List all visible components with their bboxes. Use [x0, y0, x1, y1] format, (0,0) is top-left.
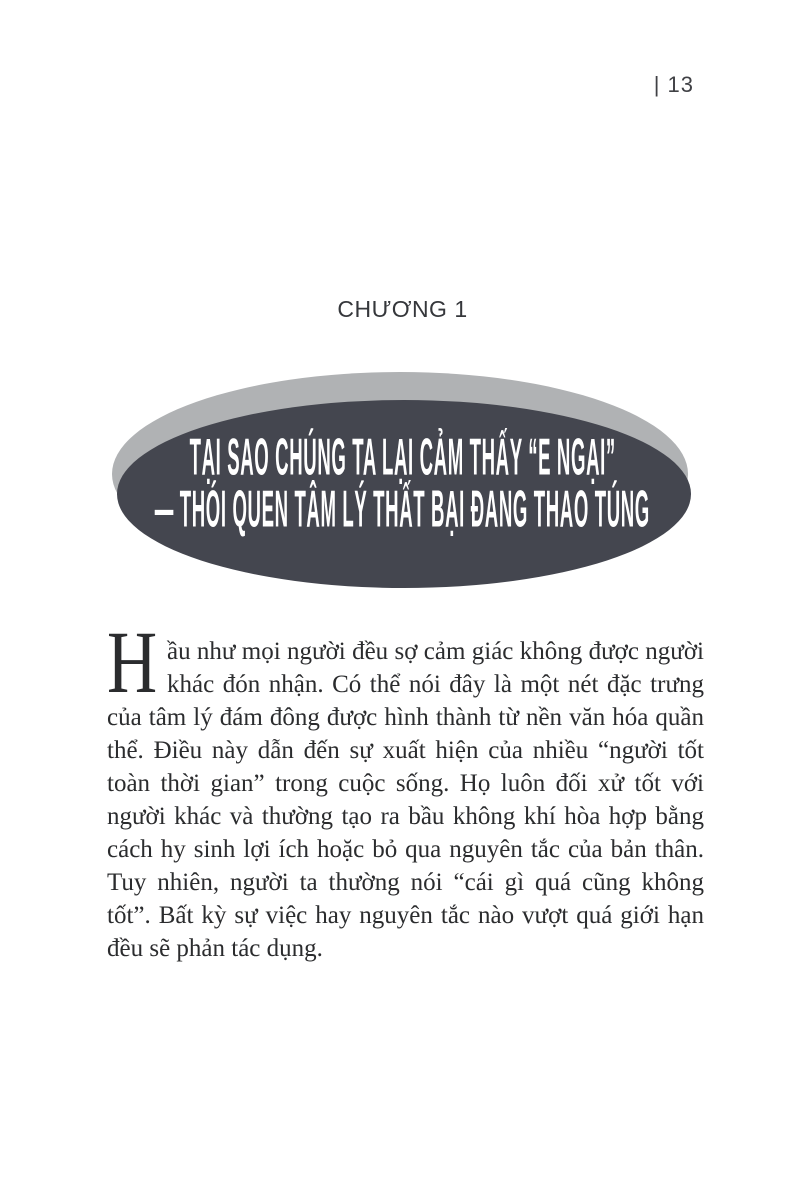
drop-cap-letter: H: [107, 614, 158, 712]
drop-cap: [107, 614, 167, 712]
body-paragraph: [107, 614, 704, 965]
chapter-title-line-1-text: TẠI SAO CHÚNG TA LẠI CẢM THẤY “E NGẠI”: [189, 429, 616, 487]
chapter-heading: CHƯƠNG 1: [337, 296, 468, 322]
chapter-title-line-2: [0, 481, 805, 539]
page-number: | 13: [653, 72, 694, 97]
chapter-title-line-1: [0, 429, 805, 487]
body-paragraph-text: ầu như mọi người đều sợ cảm giác không được người khác đón nhận. Có thể nói đây là một nét đặc trưng của tâm lý đám đông được hình thành từ nền văn hóa quần thể. Điều này dẫn đến sự xuất hiện của nhiều “người tốt toàn thời gian” trong cuộc sống. Họ luôn đối xử tốt với người khác và thường tạo ra bầu không khí hòa hợp bằng cách hy sinh lợi ích hoặc bỏ qua nguyên tắc của bản thân. Tuy nhiên, người ta thường nói “cái gì quá cũng không tốt”. Bất kỳ sự việc hay nguyên tắc nào vượt quá giới hạn đều sẽ phản tác dụng.: [107, 638, 704, 962]
chapter-title-line-2-text: — THÓI QUEN TÂM LÝ THẤT BẠI ĐANG THAO TÚNG: [154, 481, 651, 539]
